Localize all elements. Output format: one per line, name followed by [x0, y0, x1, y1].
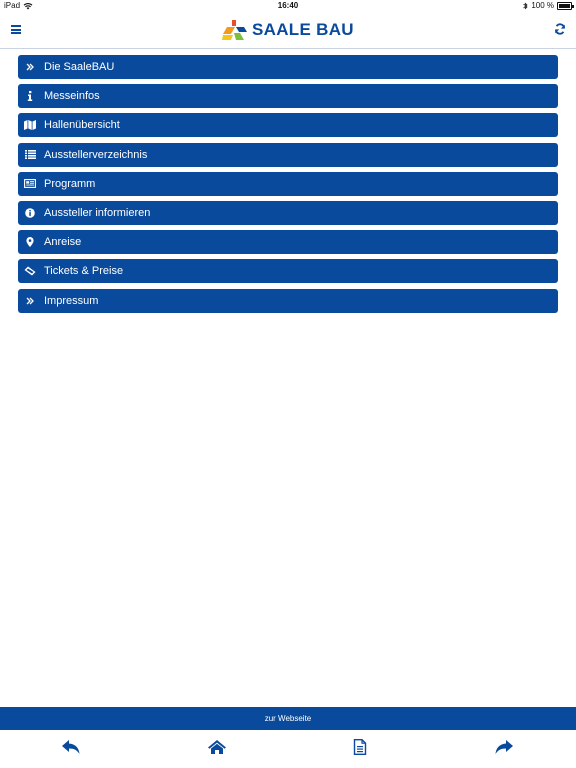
device-name: iPad — [4, 1, 21, 10]
info-icon — [18, 91, 42, 101]
menu-item-die-saalebau[interactable] — [18, 55, 558, 79]
battery-icon — [557, 2, 572, 10]
status-right — [523, 0, 572, 12]
menu-item-label: Anreise — [44, 236, 82, 249]
newspaper-icon — [18, 179, 42, 188]
menu-item-ausstellerverzeichnis[interactable] — [18, 143, 558, 167]
main-menu — [18, 55, 558, 318]
logo-mark-icon — [222, 18, 248, 42]
list-icon — [18, 150, 42, 159]
document-icon[interactable] — [348, 737, 372, 757]
bluetooth-icon — [523, 2, 528, 10]
menu-item-messeinfos[interactable] — [18, 84, 558, 108]
menu-item-label: Programm — [44, 177, 96, 190]
bottom-toolbar — [0, 730, 576, 768]
app-header — [0, 12, 576, 49]
menu-item-hallenuebersicht[interactable] — [18, 113, 558, 137]
status-bar — [0, 0, 576, 12]
saale-bau-logo — [222, 18, 354, 42]
menu-item-anreise[interactable] — [18, 230, 558, 254]
menu-item-label: Aussteller informieren — [44, 206, 151, 219]
map-icon — [18, 120, 42, 130]
chevrons-right-icon — [18, 297, 42, 305]
share-forward-icon[interactable] — [492, 737, 516, 757]
refresh-icon[interactable] — [554, 23, 566, 35]
home-icon[interactable] — [205, 737, 229, 757]
back-icon[interactable] — [59, 737, 83, 757]
info-circle-icon — [18, 208, 42, 218]
chevrons-right-icon — [18, 63, 42, 71]
status-time: 16:40 — [277, 1, 299, 10]
menu-item-label: Ausstellerverzeichnis — [44, 148, 148, 161]
menu-item-label: Messeinfos — [44, 90, 100, 103]
ticket-icon — [18, 266, 42, 276]
menu-item-label: Die SaaleBAU — [44, 61, 115, 73]
menu-item-impressum[interactable] — [18, 289, 558, 313]
menu-item-label: Tickets & Preise — [44, 265, 124, 278]
menu-item-label: Impressum — [44, 294, 99, 307]
battery-percent: 100 % — [531, 1, 554, 10]
logo-text: SAALE BAU — [252, 20, 354, 39]
menu-item-label: Hallenübersicht — [44, 119, 120, 132]
menu-item-aussteller-informieren[interactable] — [18, 201, 558, 225]
website-link-button[interactable]: zur Webseite — [0, 707, 576, 730]
menu-item-programm[interactable] — [18, 172, 558, 196]
map-marker-icon — [18, 237, 42, 247]
hamburger-icon[interactable] — [11, 25, 21, 34]
menu-item-tickets-preise[interactable] — [18, 259, 558, 283]
